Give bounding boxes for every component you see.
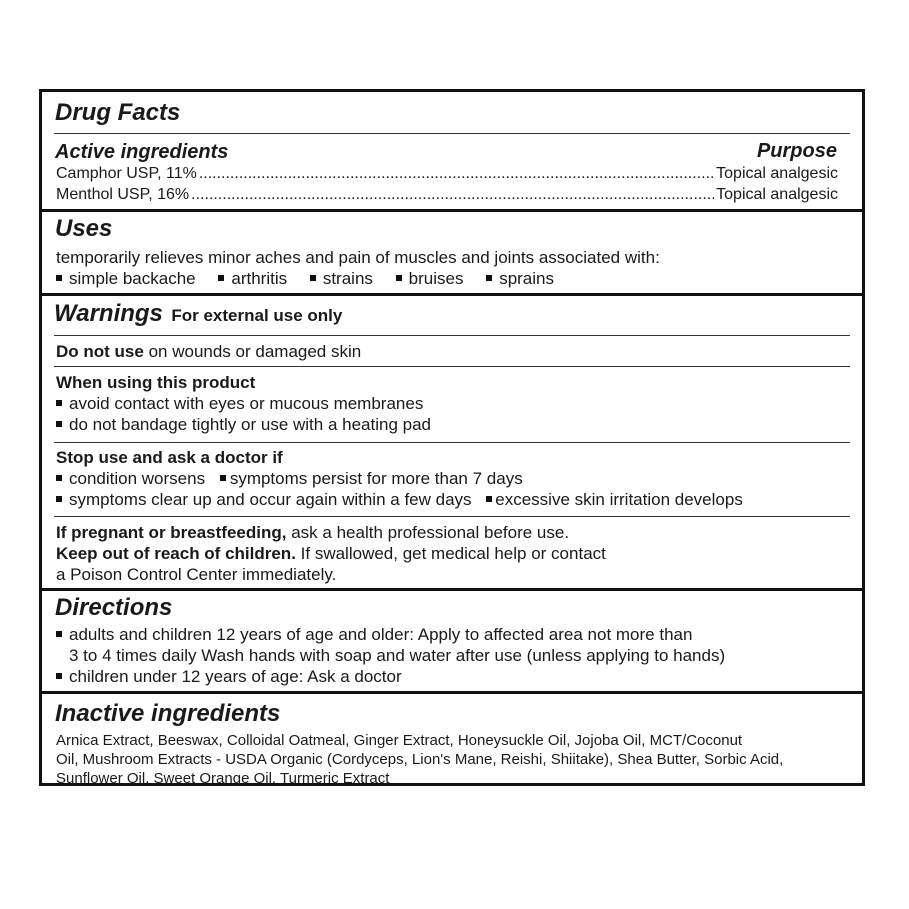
bullet-icon <box>218 275 224 281</box>
list-item: simple backache <box>56 269 196 288</box>
ingredient-name: Camphor USP, 11% <box>56 165 197 182</box>
bullet-icon <box>56 673 62 679</box>
uses-section <box>42 209 862 296</box>
bullet-icon <box>486 275 492 281</box>
divider <box>54 442 850 443</box>
uses-intro: temporarily relieves minor aches and pain of muscles and joints associated with: <box>56 248 660 267</box>
pregnant-warning: If pregnant or breastfeeding, ask a health professional before use. <box>56 523 570 542</box>
uses-list <box>56 269 554 289</box>
divider <box>54 335 850 336</box>
drug-facts-panel <box>39 89 865 786</box>
inactive-heading: Inactive ingredients <box>55 700 281 727</box>
list-item-cont: 3 to 4 times daily Wash hands with soap and water after use (unless applying to hands) <box>69 646 726 665</box>
do-not-use: Do not use on wounds or damaged skin <box>56 342 362 361</box>
active-row-camphor <box>56 165 848 183</box>
active-heading: Active ingredients <box>55 141 229 163</box>
children-warning: Keep out of reach of children. If swallowed, get medical help or contact <box>56 544 606 563</box>
stop-use-row-1 <box>56 469 523 489</box>
active-row-menthol <box>56 186 848 204</box>
when-using-heading: When using this product <box>56 373 256 392</box>
inactive-section <box>42 691 862 787</box>
uses-heading: Uses <box>55 215 113 242</box>
bullet-icon <box>56 421 62 427</box>
list-item: do not bandage tightly or use with a heating pad <box>56 415 431 435</box>
stop-use-row-2 <box>56 490 743 510</box>
directions-heading: Directions <box>55 594 173 621</box>
list-item: symptoms clear up and occur again within a few days <box>56 490 472 509</box>
leader-dots <box>199 165 714 183</box>
inactive-line-2: Oil, Mushroom Extracts - USDA Organic (Cordyceps, Lion's Mane, Reishi, Shiitake), Shea Butter, Sorbic Acid, <box>56 751 784 768</box>
list-item: adults and children 12 years of age and older: Apply to affected area not more than <box>56 625 692 645</box>
drug-facts-title: Drug Facts <box>55 99 181 126</box>
divider <box>54 516 850 517</box>
divider <box>54 366 850 367</box>
ingredient-purpose: Topical analgesic <box>716 165 838 182</box>
inactive-line-3: Sunflower Oil, Sweet Orange Oil, Turmeric Extract <box>56 770 390 787</box>
bullet-icon <box>56 631 62 637</box>
active-section <box>42 92 862 210</box>
ingredient-name: Menthol USP, 16% <box>56 186 190 203</box>
bullet-icon <box>396 275 402 281</box>
purpose-heading: Purpose <box>756 140 837 162</box>
warnings-heading: Warnings <box>54 300 163 327</box>
bullet-icon <box>56 496 62 502</box>
external-use-note: For external use only <box>171 306 343 325</box>
list-item: children under 12 years of age: Ask a doctor <box>56 667 402 687</box>
bullet-icon <box>220 475 226 481</box>
list-item: condition worsens <box>56 469 205 488</box>
inactive-line-1: Arnica Extract, Beeswax, Colloidal Oatmeal, Ginger Extract, Honeysuckle Oil, Jojoba Oil, MCT/Coconut <box>56 732 743 749</box>
list-item: sprains <box>486 269 554 288</box>
bullet-icon <box>310 275 316 281</box>
ingredient-purpose: Topical analgesic <box>716 186 838 203</box>
bullet-icon <box>56 475 62 481</box>
list-item: arthritis <box>218 269 287 288</box>
stop-use-heading: Stop use and ask a doctor if <box>56 448 283 467</box>
bullet-icon <box>56 275 62 281</box>
list-item: avoid contact with eyes or mucous membranes <box>56 394 423 414</box>
warnings-header <box>54 300 342 328</box>
divider <box>54 133 850 134</box>
bullet-icon <box>486 496 492 502</box>
warnings-section <box>42 293 862 590</box>
bullet-icon <box>56 400 62 406</box>
leader-dots <box>191 186 714 204</box>
directions-section <box>42 588 862 693</box>
list-item: strains <box>310 269 373 288</box>
children-warning-cont: a Poison Control Center immediately. <box>56 565 337 584</box>
list-item: excessive skin irritation develops <box>486 490 743 509</box>
list-item: symptoms persist for more than 7 days <box>220 469 523 488</box>
list-item: bruises <box>396 269 464 288</box>
